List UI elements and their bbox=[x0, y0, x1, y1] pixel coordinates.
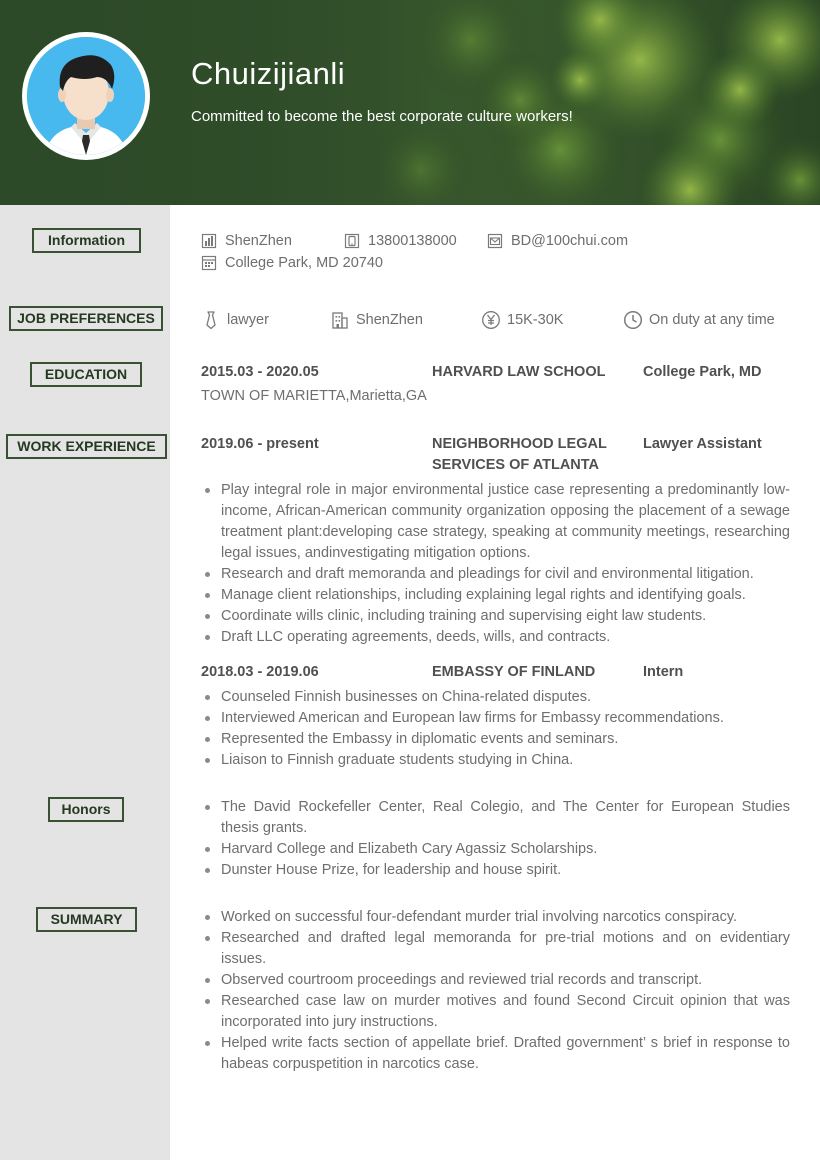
section-tag-honors: Honors bbox=[48, 797, 124, 822]
candidate-name: Chuizijianli bbox=[191, 56, 346, 91]
summary-list bbox=[201, 907, 790, 1075]
list-item: Interviewed American and European law firms for Embassy recommendations. bbox=[201, 708, 790, 729]
main-content bbox=[170, 205, 820, 1160]
avatar bbox=[22, 32, 150, 160]
work-2-dates: 2018.03 - 2019.06 bbox=[201, 664, 319, 680]
building-icon bbox=[201, 233, 217, 249]
work-1-org: NEIGHBORHOOD LEGAL SERVICES OF ATLANTA bbox=[432, 436, 607, 473]
list-item: Coordinate wills clinic, including training and supervising eight law students. bbox=[201, 606, 790, 627]
education-location: College Park, MD bbox=[643, 364, 762, 380]
section-tag-work-experience: WORK EXPERIENCE bbox=[6, 434, 167, 459]
education-school: HARVARD LAW SCHOOL bbox=[432, 364, 606, 380]
education-dates: 2015.03 - 2020.05 bbox=[201, 364, 319, 380]
list-item: Helped write facts section of appellate brief. Drafted government’ s brief in response to habeas corpuspetition in narcotics case. bbox=[201, 1033, 790, 1075]
list-item: Worked on successful four-defendant murder trial involving narcotics conspiracy. bbox=[201, 907, 790, 928]
list-item: The David Rockefeller Center, Real Colegio, and The Center for European Studies thesis grants. bbox=[201, 797, 790, 839]
header-banner bbox=[0, 0, 820, 205]
list-item: Researched case law on murder motives and found Second Circuit opinion that was incorporated into jury instructions. bbox=[201, 991, 790, 1033]
section-tag-education: EDUCATION bbox=[30, 362, 142, 387]
list-item: Represented the Embassy in diplomatic events and seminars. bbox=[201, 729, 790, 750]
work-2-role: Intern bbox=[643, 664, 684, 680]
list-item: Draft LLC operating agreements, deeds, wills, and contracts. bbox=[201, 627, 790, 648]
list-item: Play integral role in major environmental justice case representing a predominantly low-income, African-American community organization opposing the placement of a sewage treatment plant:developing case strategy, speaking at community meetings, researching legal issues, andinvestigating mitigation options. bbox=[201, 480, 790, 564]
list-item: Liaison to Finnish graduate students studying in China. bbox=[201, 750, 790, 771]
section-tag-summary: SUMMARY bbox=[36, 907, 137, 932]
list-item: Dunster House Prize, for leadership and house spirit. bbox=[201, 860, 790, 881]
list-item: Counseled Finnish businesses on China-related disputes. bbox=[201, 687, 790, 708]
info-city: ShenZhen bbox=[201, 233, 292, 249]
job-city: ShenZhen bbox=[330, 310, 423, 330]
yen-icon bbox=[481, 310, 501, 330]
work-1-dates: 2019.06 - present bbox=[201, 436, 319, 452]
work-1-bullets bbox=[201, 480, 790, 648]
section-tag-job-preferences: JOB PREFERENCES bbox=[9, 306, 163, 331]
work-2-bullets bbox=[201, 687, 790, 771]
mail-icon bbox=[487, 233, 503, 249]
tagline: Committed to become the best corporate culture workers! bbox=[191, 108, 573, 125]
honors-list bbox=[201, 797, 790, 881]
list-item: Harvard College and Elizabeth Cary Agassiz Scholarships. bbox=[201, 839, 790, 860]
list-item: Researched and drafted legal memoranda for pre-trial motions and on evidentiary issues. bbox=[201, 928, 790, 970]
section-tag-information: Information bbox=[32, 228, 141, 253]
job-salary: 15K-30K bbox=[481, 310, 563, 330]
job-position: lawyer bbox=[201, 310, 269, 330]
job-availability: On duty at any time bbox=[623, 310, 775, 330]
work-2-org: EMBASSY OF FINLAND bbox=[432, 664, 596, 680]
info-phone: 13800138000 bbox=[344, 233, 457, 249]
phone-icon bbox=[344, 233, 360, 249]
person-avatar-icon bbox=[27, 37, 145, 155]
list-item: Manage client relationships, including explaining legal rights and identifying goals. bbox=[201, 585, 790, 606]
list-item: Observed courtroom proceedings and reviewed trial records and transcript. bbox=[201, 970, 790, 991]
info-address: College Park, MD 20740 bbox=[201, 255, 383, 271]
clock-icon bbox=[623, 310, 643, 330]
list-item: Research and draft memoranda and pleadings for civil and environmental litigation. bbox=[201, 564, 790, 585]
work-1-role: Lawyer Assistant bbox=[643, 436, 762, 452]
info-email: BD@100chui.com bbox=[487, 233, 628, 249]
education-detail: TOWN OF MARIETTA,Marietta,GA bbox=[201, 388, 427, 404]
office-icon bbox=[330, 310, 350, 330]
calendar-icon bbox=[201, 255, 217, 271]
tie-icon bbox=[201, 310, 221, 330]
sidebar bbox=[0, 205, 170, 1160]
